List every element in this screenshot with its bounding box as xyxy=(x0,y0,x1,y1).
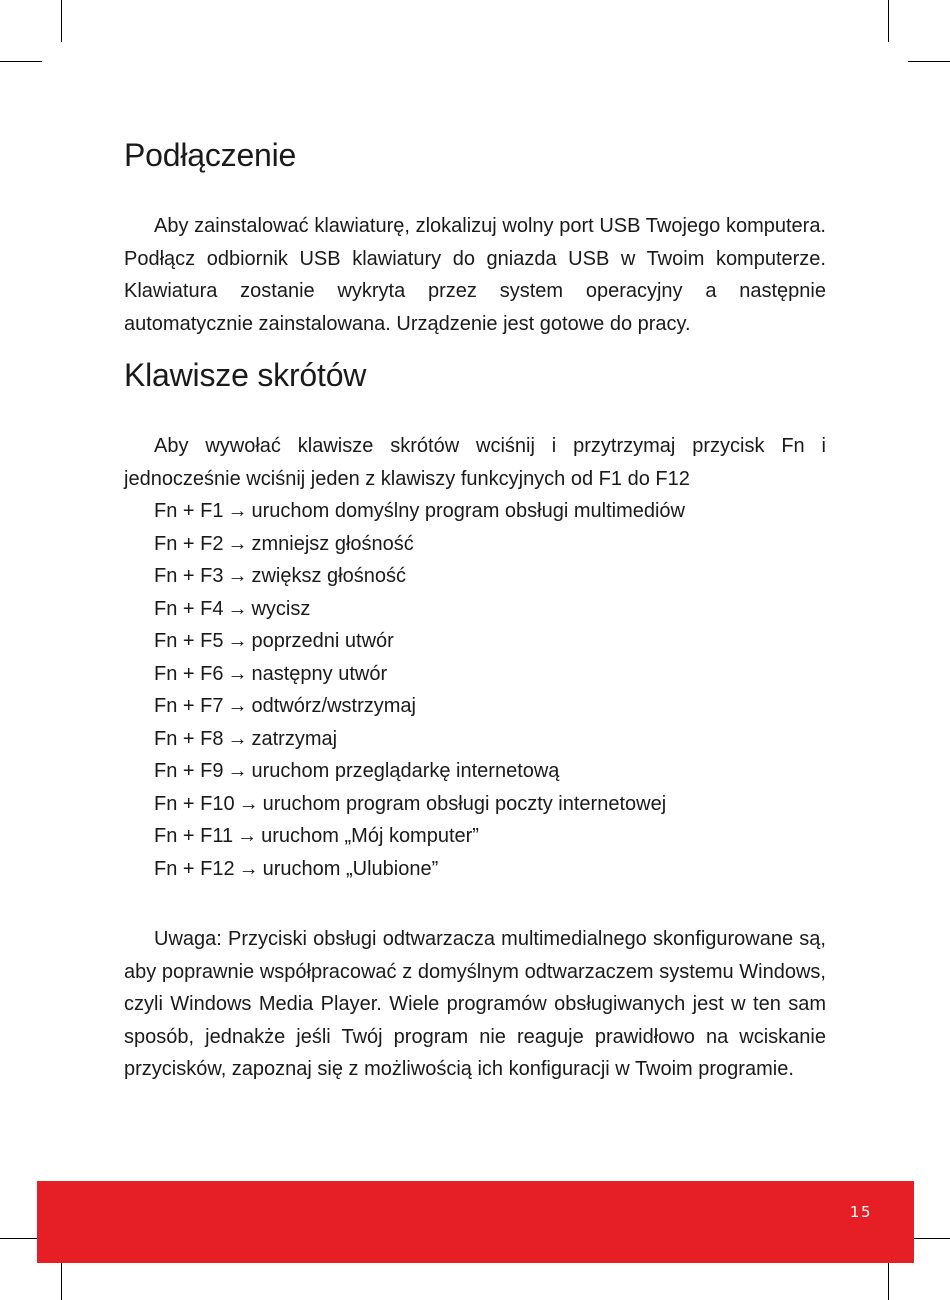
shortcut-action: uruchom program obsługi poczty internetowej xyxy=(262,792,667,815)
shortcut-action: następny utwór xyxy=(251,662,388,685)
crop-mark xyxy=(888,0,889,42)
shortcut-item xyxy=(124,560,826,593)
shortcut-keys: Fn + F3 xyxy=(154,565,224,587)
shortcut-keys: Fn + F11 xyxy=(154,825,234,847)
shortcut-action: uruchom przeglądarkę internetową xyxy=(251,760,560,782)
shortcut-action: wycisz xyxy=(251,597,311,620)
shortcut-keys: Fn + F1 xyxy=(154,500,224,522)
shortcut-item xyxy=(124,820,826,853)
shortcut-action: zatrzymaj xyxy=(251,727,338,750)
arrow-right-icon: → xyxy=(227,565,248,587)
arrow-right-icon: → xyxy=(227,695,248,717)
shortcut-item xyxy=(124,690,826,723)
shortcut-action: zmniejsz głośność xyxy=(251,532,414,555)
crop-mark xyxy=(0,61,42,62)
shortcut-keys: Fn + F8 xyxy=(154,727,224,750)
arrow-right-icon: → xyxy=(238,857,259,880)
shortcut-keys: Fn + F9 xyxy=(154,760,224,782)
crop-mark xyxy=(0,1238,42,1239)
shortcut-action: poprzedni utwór xyxy=(251,630,394,652)
crop-mark xyxy=(61,1258,62,1300)
footer-bar xyxy=(37,1181,914,1263)
shortcut-action: uruchom domyślny program obsługi multimediów xyxy=(251,500,685,522)
shortcut-item xyxy=(124,755,826,788)
shortcut-item xyxy=(124,658,826,691)
shortcut-item xyxy=(124,853,826,886)
shortcut-keys: Fn + F5 xyxy=(154,630,224,652)
arrow-right-icon: → xyxy=(227,662,248,685)
shortcut-keys: Fn + F6 xyxy=(154,662,224,685)
crop-mark xyxy=(908,61,950,62)
arrow-right-icon: → xyxy=(227,597,248,620)
arrow-right-icon: → xyxy=(227,760,248,782)
connection-paragraph: Aby zainstalować klawiaturę, zlokalizuj wolny port USB Twojego komputera. Podłącz odbiornik USB klawiatury do gniazda USB w Twoim komputerze. Klawiatura zostanie wykryta przez system operacyjny a następnie automatycznie zainstalowana. Urządzenie jest gotowe do pracy. xyxy=(124,215,826,335)
shortcut-keys: Fn + F4 xyxy=(154,597,224,620)
crop-mark xyxy=(888,1258,889,1300)
arrow-right-icon: → xyxy=(227,727,248,750)
page-number: 15 xyxy=(849,1203,872,1221)
shortcut-item xyxy=(124,528,826,561)
shortcut-item xyxy=(124,625,826,658)
shortcut-action: uruchom „Mój komputer” xyxy=(261,825,479,847)
page-content xyxy=(124,130,826,1086)
shortcut-keys: Fn + F12 xyxy=(154,857,235,880)
shortcut-list xyxy=(124,495,826,885)
shortcut-action: zwiększ głośność xyxy=(251,565,406,587)
shortcut-action: odtwórz/wstrzymaj xyxy=(251,695,416,717)
shortcut-item xyxy=(124,723,826,756)
shortcut-keys: Fn + F7 xyxy=(154,695,224,717)
arrow-right-icon: → xyxy=(237,825,258,847)
arrow-right-icon: → xyxy=(227,532,248,555)
shortcut-item xyxy=(124,593,826,626)
section-heading-connection: Podłączenie xyxy=(124,137,297,173)
arrow-right-icon: → xyxy=(227,500,248,522)
section-heading-shortcuts: Klawisze skrótów xyxy=(124,357,367,393)
crop-mark xyxy=(908,1238,950,1239)
crop-mark xyxy=(61,0,62,42)
shortcut-item xyxy=(124,495,826,528)
shortcuts-intro-paragraph: Aby wywołać klawisze skrótów wciśnij i przytrzymaj przycisk Fn i jednocześnie wciśnij jeden z klawiszy funkcyjnych od F1 do F12 xyxy=(124,435,826,490)
arrow-right-icon: → xyxy=(238,792,259,815)
shortcut-item xyxy=(124,788,826,821)
shortcut-action: uruchom „Ulubione” xyxy=(262,857,439,880)
note-paragraph: Uwaga: Przyciski obsługi odtwarzacza multimedialnego skonfigurowane są, aby poprawnie współpracować z domyślnym odtwarzaczem systemu Windows, czyli Windows Media Player. Wiele programów obsługiwanych jest w ten sam sposób, jednakże jeśli Twój program nie reaguje prawidłowo na wciskanie przycisków, zapoznaj się z możliwością ich konfiguracji w Twoim programie. xyxy=(124,928,826,1080)
arrow-right-icon: → xyxy=(227,630,248,652)
shortcut-keys: Fn + F10 xyxy=(154,792,235,815)
shortcut-keys: Fn + F2 xyxy=(154,532,224,555)
